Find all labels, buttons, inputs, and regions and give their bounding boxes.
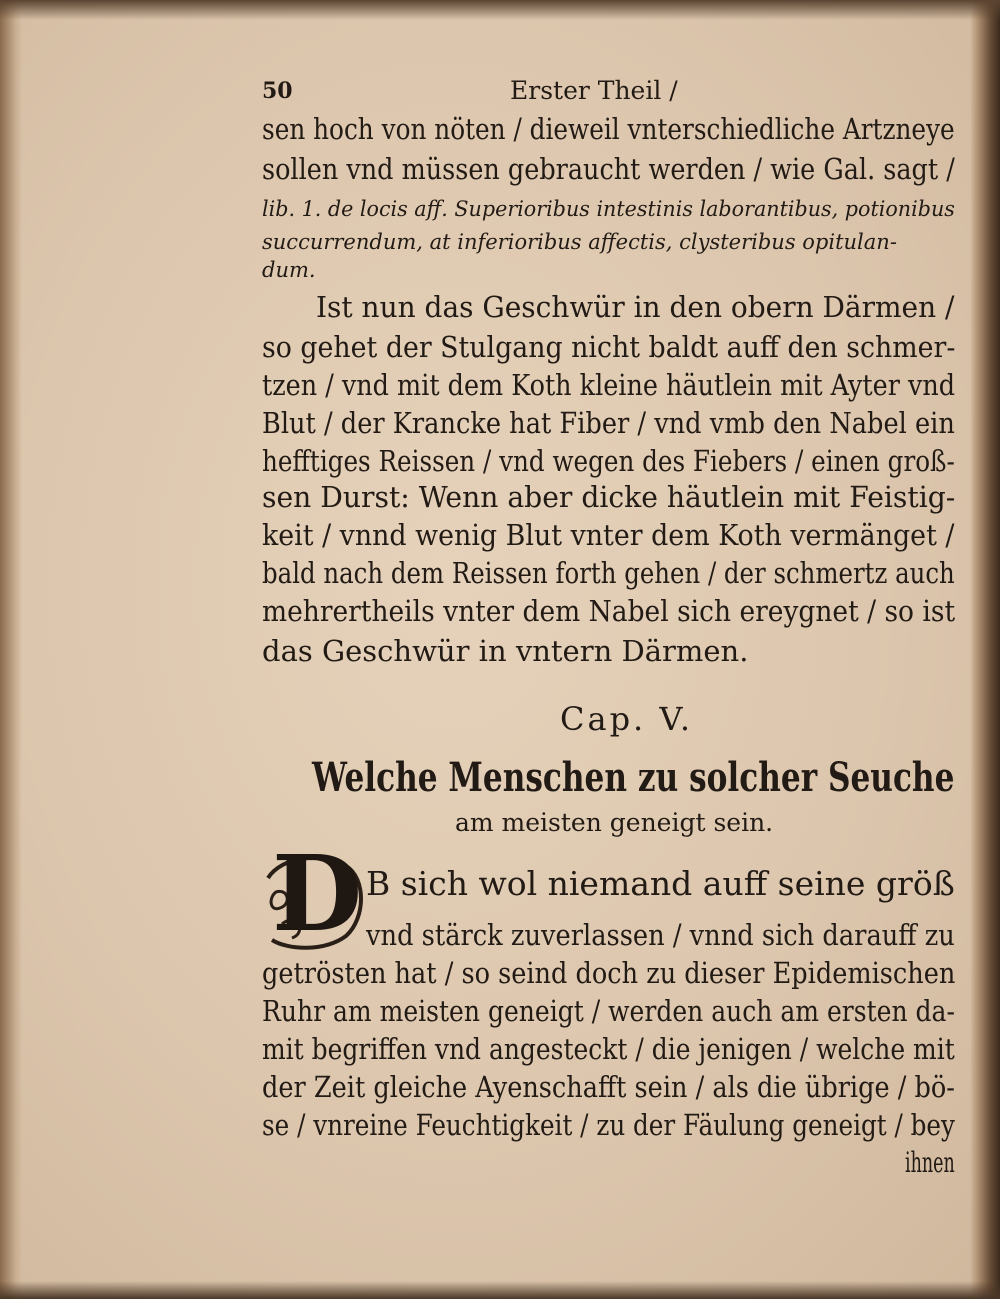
body-line: das Geschwür in vntern Därmen.	[262, 634, 749, 668]
body-line-latin: dum.	[262, 258, 316, 282]
chapter-title-line-1: Welche Menschen zu solcher Seuche	[312, 754, 955, 801]
body-line: sollen vnd müssen gebraucht werden / wie Gal. sagt /	[262, 152, 955, 186]
body-line: sen Durst: Wenn aber dicke häutlein mit Feistig-	[262, 480, 956, 514]
catchword: ihnen	[905, 1146, 955, 1179]
chapter-line: getrösten hat / so seind doch zu dieser Epidemischen	[262, 956, 956, 990]
chapter-line: Ruhr am meisten geneigt / werden auch am ersten da-	[262, 994, 955, 1028]
chapter-line: der Zeit gleiche Ayenschafft sein / als die übrige / bö-	[262, 1070, 955, 1104]
body-line-latin: lib. 1. de locis aff. Superioribus intestinis laborantibus, potionibus	[262, 197, 955, 221]
scan-edge-top	[0, 0, 1000, 20]
chapter-line: B sich wol niemand auff seine größ	[366, 864, 955, 903]
chapter-title-line-2: am meisten geneigt sein.	[455, 808, 774, 837]
body-line: bald nach dem Reissen forth gehen / der schmertz auch	[262, 556, 955, 590]
running-head: Erster Theil /	[510, 76, 678, 105]
body-line: keit / vnnd wenig Blut vnter dem Koth vermänget /	[262, 518, 955, 552]
body-line: so gehet der Stulgang nicht baldt auff den schmer-	[262, 330, 956, 364]
scan-edge-left	[0, 0, 22, 1299]
body-line: Blut / der Krancke hat Fiber / vnd vmb den Nabel ein	[262, 406, 955, 440]
page-number: 50	[262, 78, 293, 104]
chapter-line: mit begriffen vnd angesteckt / die jenigen / welche mit	[262, 1032, 955, 1066]
drop-cap-letter: D	[272, 832, 363, 955]
chapter-line: se / vnreine Feuchtigkeit / zu der Fäulung geneigt / bey	[262, 1108, 955, 1142]
chapter-line: vnd stärck zuverlassen / vnnd sich darauff zu	[366, 918, 955, 952]
body-line: mehrertheils vnter dem Nabel sich ereygnet / so ist	[262, 594, 956, 628]
scan-edge-bottom	[0, 1281, 1000, 1299]
body-line-latin: succurrendum, at inferioribus affectis, clysteribus opitulan-	[262, 230, 897, 254]
chapter-heading: Cap. V.	[560, 700, 694, 738]
body-line: Ist nun das Geschwür in den obern Därmen /	[316, 290, 955, 324]
body-line: tzen / vnd mit dem Koth kleine häutlein mit Ayter vnd	[262, 368, 956, 402]
body-line: sen hoch von nöten / dieweil vnterschiedliche Artzneye	[262, 112, 955, 146]
body-line: hefftiges Reissen / vnd wegen des Fiebers / einen groß-	[262, 444, 955, 478]
scan-edge-right	[970, 0, 1000, 1299]
